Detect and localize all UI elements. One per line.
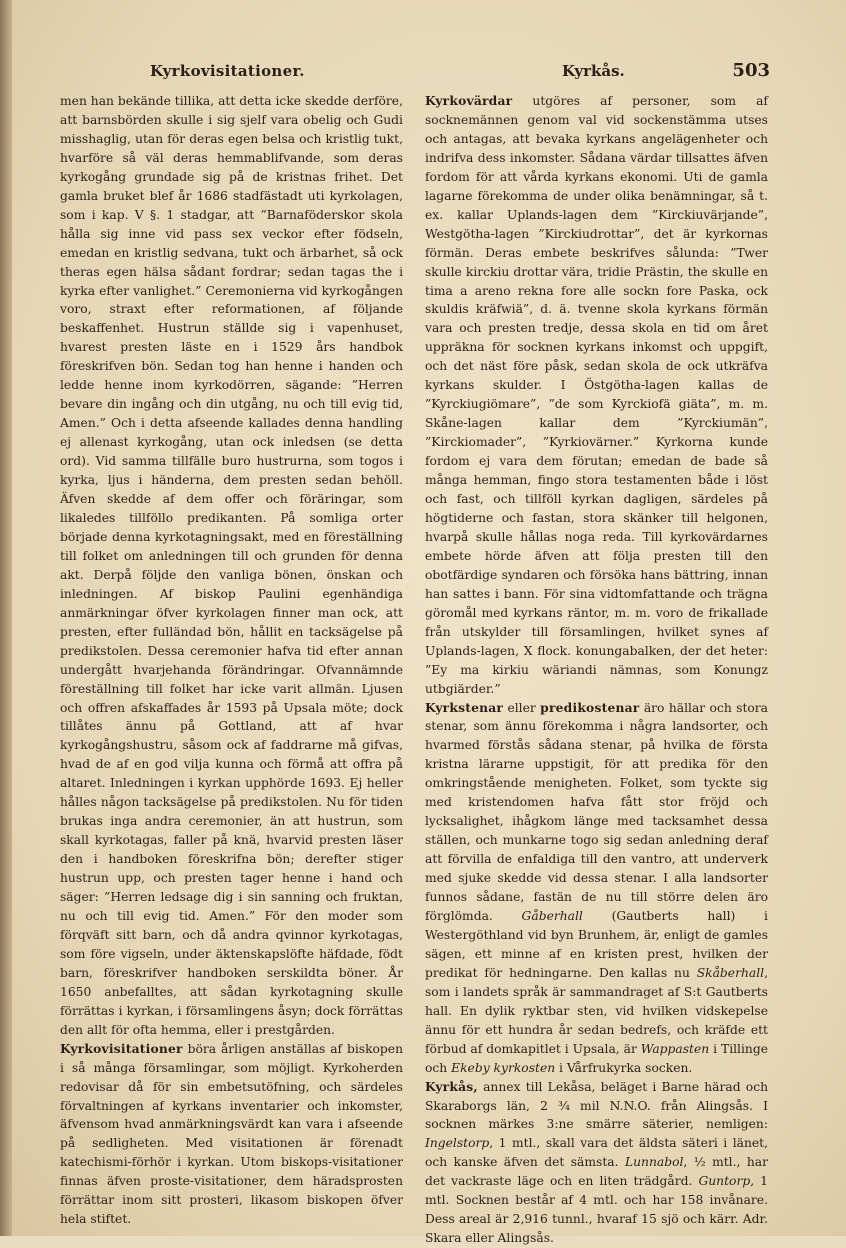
place-name: Lunnabol [624, 1155, 684, 1170]
entry-text: , ½ mtl., har det vackraste läge och en liten trädgård. [425, 1155, 768, 1189]
entry-kyrkas [425, 1078, 768, 1248]
entry-text: böra årligen anställas af biskopen i så många församlingar, som möjligt. Kyrkoherden redovisar då för sin embetsutöfning, och särdeles förvaltningen af kyrkans inventarier och inkomster, äfvensom hvad anmärkningsvärdt kan vara i afseende på sedligheten. Med visitationen är förenadt katechismi-förhör i kyrkan. Utom biskops-visitationer finnas äfven proste-visitationer, dem häradsprosten förrättar inom sitt prosteri, likasom biskopen öfver hela stiftet. [60, 1041, 403, 1227]
entry-text: (Gautberts hall) i Westergöthland vid byn Brunhem, är, enligt de gamles sägen, ett minne af en kristen prest, hvilken der predikat för hedningarne. Den kallas nu [425, 908, 768, 980]
entry-kyrkovardar [425, 92, 768, 699]
entry-text: annex till Lekåsa, beläget i Barne härad och Skaraborgs län, 2 ¾ mil N.N.O. från Alingsås. I socknen märkes 3:ne smärre säterier, nemligen: [425, 1079, 768, 1132]
entry-text: , 1 mtl. Socknen består af 4 mtl. och har 158 invånare. Dess areal är 2,916 tunnl., hvaraf 15 sjö och kärr. Adr. Skara eller Alingsås. [425, 1174, 768, 1246]
running-header [150, 60, 770, 82]
headword: predikostenar [540, 699, 640, 715]
entry-text: eller [503, 700, 541, 715]
entry-text: äro hällar och stora stenar, som ännu förekomma i några landsorter, och hvarmed förstås sådana stenar, på hvilka de första kristna lärarne uppstigit, för att predika för den omkringstående menigheten. Folket, som tyckte sig med kristendomen hafva fått stor fröjd och lycksalighet, ihågkom länge med tacksamhet dessa ställen, och munkarne togo sig sedan anledning deraf att förvilla de enfaldiga till den vantro, att underverk med sjuke skedde vid dessa stenar. I alla landsorter funnos sådane, fastän de nu till större delen äro förglömda. [425, 700, 768, 923]
headword: Kyrkovisitationer [60, 1040, 183, 1056]
entry-text: i Tillinge och [425, 1041, 768, 1075]
entry-text: utgöres af personer, som af socknemännen genom val vid sockenstämma utses och antagas, att bevaka kyrkans angelägenheter och indrifva dess inkomster. Sådana värdar tillsattes äfven fordom för att vårda kyrkans ekonomi. Uti de gamla lagarne förekomma de under olika benämningar, så t. ex. kallar Uplands-lagen dem ”Kirckiuvärjande”, Westgötha-lagen ”Kirckiudrottar”, det är kyrkornas förmän. Deras embete beskrifves sålunda: ”Twer skulle kirckiu drottar vära, tridie Prästin, the skulle en tima a areno rekna fore alle sockn fore Paska, ock skuldis kräfwiä”, d. ä. tvenne skola kyrkans förmän vara och presten tredje, dessa skola en tid om året uppräkna för socknen kyrkans inkomst och uppgift, och det näst före påsk, sedan skola de ock utkräfva kyrkans skulder. I Östgötha-lagen kallas de ”Kyrckiugiömare”, ”de som Kyrckiofä giäta”, m. m. Skåne-lagen kallar dem ”Kyrckiumän”, ”Kirckiomader”, ”Kyrkiovärner.” Kyrkorna kunde fordom ej vara dem förutan; emedan de bade så många hemman, fingo stora testamenten både i löst och fast, och tillföll kyrkan dagligen, särdeles på högtiderne och fastan, stora skänker till helgonen, hvarpå skulle hållas noga reda. Till kyrkovärdarnes embete hörde äfven att följa presten till den obotfärdige syndaren och försöka hans bättring, innan han sattes i bann. För sina vidtomfattande och trägna göromål med kyrkans räntor, m. m. voro de frikallade från utskylder till församlingen, hvilket synes af Uplands-lagen, X flock. konungabalken, der det heter: ”Ey ma kirkiu wäriandi nämnas, som Konungz utbgiärder.” [425, 94, 768, 696]
place-name: Wappasten [640, 1041, 710, 1056]
entry-text: i Vårfrukyrka socken. [555, 1060, 693, 1075]
page-number: 503 [732, 60, 770, 81]
place-name: Ekeby kyrkosten [451, 1060, 556, 1075]
entry-kyrkstenar [425, 699, 768, 1078]
place-name: Guntorp [698, 1174, 751, 1189]
entry-kyrkovisitationer [60, 1040, 403, 1230]
place-name: Skåberhall [696, 965, 765, 980]
entry-text: , som i landets språk är sammandraget af S:t Gautberts hall. En dylik ryktbar sten, vid hvilken vidskepelse ännu för ett hundra år sedan bedrefs, och kräfde ett förbud af domkapitlet i Upsala, är [425, 965, 768, 1056]
headword: Kyrkås, [425, 1078, 478, 1094]
entry-text: , 1 mtl., skall vara det äldsta säteri i länet, och kanske äfven det sämsta. [425, 1136, 768, 1170]
header-right-title: Kyrkås. [562, 62, 625, 80]
paragraph-kyrkogang-continued: men han bekände tillika, att detta icke skedde derföre, att barnsbörden skulle i sig sjelf vara obelig och Gudi misshaglig, utan för deras egen belsa och kristlig tukt, hvarföre så väl deras hemmablifvande, som deras kyrkogång grundade sig på de kristnas frihet. Det gamla bruket blef år 1686 stadfästadt uti kyrkolagen, som i kap. V §. 1 stadgar, att ”Barnaföderskor skola hålla sig inne vid pass sex veckor efter födseln, emedan en kristlig sedvana, tukt och ärbarhet, så ock theras egen hälsa sådant fordrar; sedan tagas the i kyrka efter vanlighet.” Ceremonierna vid kyrkogången voro, straxt efter reformationen, af följande beskaffenhet. Hustrun ställde sig i vapenhuset, hvarest presten läste en i 1529 års handbok föreskrifven bön. Sedan tog han henne i handen och ledde henne inom kyrkodörren, sägande: ”Herren bevare din ingång och din utgång, nu och till evig tid, Amen.” Och i detta afseende kallades denna handling ej allenast kyrkogång, utan ock inledsen (se detta ord). Vid samma tillfälle buro hustrurna, som togos i kyrka, ljus i händerna, dem presten sedan behöll. Äfven skedde af dem offer och föräringar, som likaledes tillföllo predikanten. På somliga orter började denna kyrkotagningsakt, med en föreställning till folket om anledningen till och grunden för denna akt. Derpå följde den vanliga bönen, önskan och inledningen. Af biskop Paulini egenhändiga anmärkningar öfver kyrkolagen finner man ock, att presten, efter fulländad bön, hållit en tacksägelse på predikstolen. Dessa ceremonier hafva tid efter annan undergått hvarjehanda förändringar. Ofvannämnde föreställning till folket har icke varit allmän. Ljusen och offren afskaffades år 1593 på Upsala möte; dock tillåtes ännu på Gottland, att af hvar kyrkogångshustru, såsom ock af faddrarne må gifvas, hvad de af en god vilja kunna och förmå att offra på altaret. Inledningen i kyrkan upphörde 1693. Ej heller hålles någon tacksägelse på predikstolen. Nu för tiden brukas inga andra ceremonier, än att hustrun, som skall kyrkotagas, faller på knä, hvarvid presten läser den i handboken föreskrifna bön; derefter stiger hustrun upp, och presten tager henne i hand och säger: ”Herren ledsage dig i sin sanning och fruktan, nu och till evig tid. Amen.” För den moder som förqväft sitt barn, och då andra qvinnor kyrkotagas, som före vigseln, under äktenskapslöfte häfdade, födt barn, föreskrifver handboken serskildta böner. År 1650 anbefalltes, att sådan kyrkotagning skulle förrättas i kyrkan, i församlingens åsyn; dock förrättas den allt för ofta hemma, eller i prestgården. [60, 94, 403, 1037]
headword: Kyrkstenar [425, 699, 504, 715]
left-column [60, 92, 403, 1229]
header-left-title: Kyrkovisitationer. [150, 62, 305, 80]
page-binding-edge [0, 0, 12, 1236]
right-column [425, 92, 768, 1248]
place-name: Ingelstorp [425, 1136, 490, 1151]
headword: Kyrkovärdar [425, 93, 513, 108]
place-name: Gåberhall [521, 908, 583, 923]
